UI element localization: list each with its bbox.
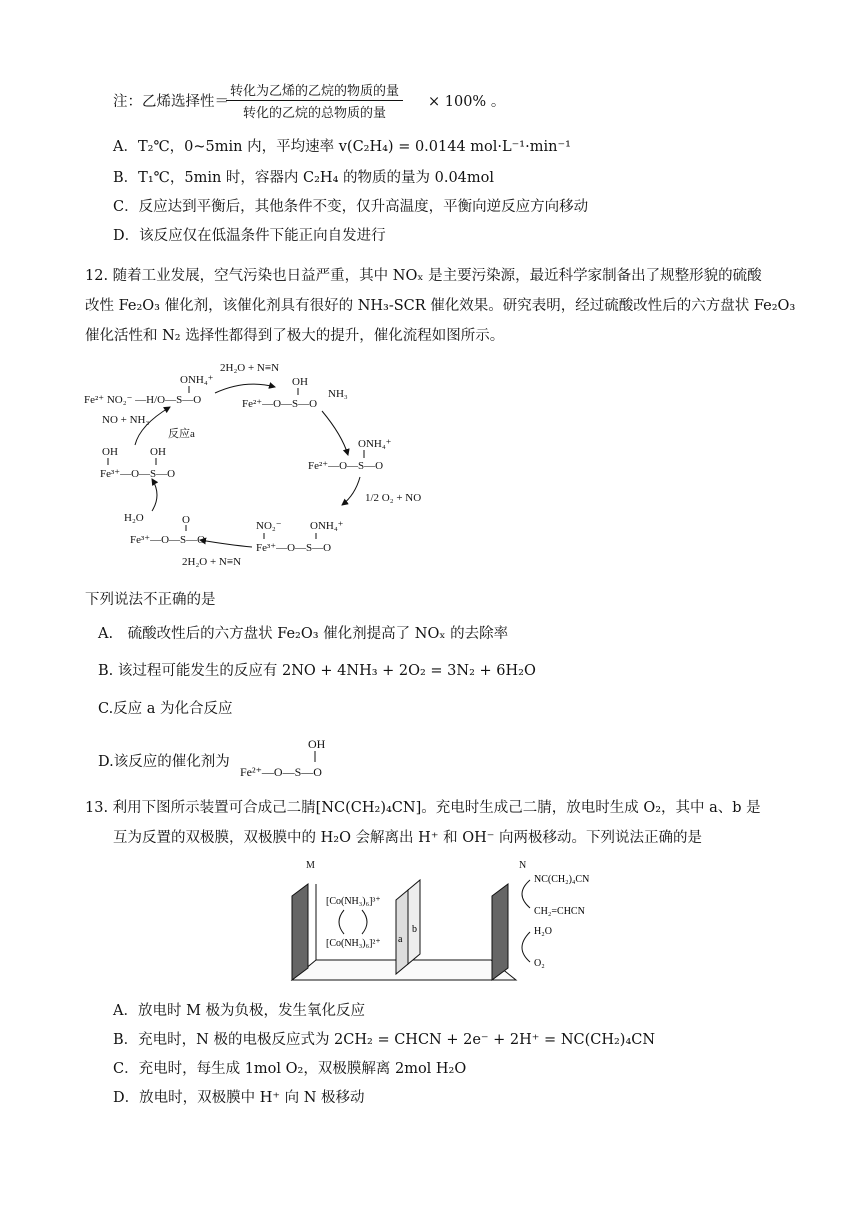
- note-suffix: × 100% 。: [428, 94, 506, 110]
- q13-label-b: b: [412, 924, 417, 935]
- q13-adiponitrile: NC(CH₂)₄CN: [534, 874, 590, 885]
- q13-co3: [Co(NH₃)₆]³⁺: [326, 896, 381, 907]
- q12-option-d-structure: [236, 734, 366, 784]
- q13-oxygen: O₂: [534, 958, 545, 969]
- q13-electrode-n: [492, 884, 508, 980]
- q11-option-c: C．反应达到平衡后，其他条件不变，仅升高温度，平衡向逆反应方向移动: [113, 199, 589, 215]
- q12-top-right-oh: OH: [292, 376, 308, 388]
- q12-reaction-a: 反应a: [168, 428, 195, 440]
- q12-arrow-top: [215, 384, 275, 393]
- q12-arrow-right-mid: [342, 477, 360, 505]
- q12-option-d-formula: Fe²⁺—O—S—O: [240, 765, 322, 779]
- note-numerator: 转化为乙烯的乙烷的物质的量: [226, 80, 403, 101]
- q13-option-d: D．放电时，双极膜中 H⁺ 向 N 极移动: [113, 1090, 365, 1106]
- q13-cycle-arrow-left: [339, 910, 344, 934]
- q13-option-a: A．放电时 M 极为负极，发生氧化反应: [113, 1003, 366, 1019]
- q12-top-product: 2H₂O + N≡N: [220, 362, 280, 374]
- q12-option-d: D.该反应的催化剂为: [98, 754, 230, 770]
- q13-arrow-discharge: [522, 932, 530, 962]
- q12-top-left-onh4: ONH₄⁺: [180, 374, 214, 386]
- q12-bottom-left-water: H₂O: [124, 512, 144, 524]
- q12-right-mid: Fe²⁺—O—S—O: [308, 460, 384, 472]
- q12-arrow-left-top: [135, 407, 170, 445]
- q13-stem-line2: 互为反置的双极膜，双极膜中的 H₂O 会解离出 H⁺ 和 OH⁻ 向两极移动。下列说法正确的是: [113, 830, 702, 846]
- q12-top-right-nh3: NH₃: [328, 388, 348, 400]
- q13-acrylonitrile: CH₂=CHCN: [534, 906, 585, 917]
- q12-option-c: C.反应 a 为化合反应: [98, 701, 233, 717]
- q12-arrow-bottom: [200, 540, 252, 547]
- q12-top-right: Fe²⁺—O—S—O: [242, 398, 318, 410]
- q12-arrow-left-up: [152, 479, 157, 511]
- q13-device-diagram: [286, 856, 626, 984]
- q12-option-d-oh: OH: [308, 737, 326, 751]
- q12-cycle-diagram: [80, 355, 460, 575]
- q12-left-mid-oh2: OH: [150, 446, 166, 458]
- q13-water: H₂O: [534, 926, 552, 937]
- q13-arrow-charge: [522, 880, 530, 908]
- q12-bottom-right: Fe³⁺—O—S—O: [256, 542, 332, 554]
- q12-bottom-product: 2H₂O + N≡N: [182, 556, 242, 568]
- q13-option-c: C．充电时，每生成 1mol O₂，双极膜解离 2mol H₂O: [113, 1061, 467, 1077]
- q12-bottom-right-no2: NO₂⁻: [256, 520, 282, 532]
- q12-option-a: A. 硫酸改性后的六方盘状 Fe₂O₃ 催化剂提高了 NOₓ 的去除率: [98, 626, 509, 642]
- q11-option-a: A．T₂℃，0~5min 内，平均速率 v(C₂H₄) = 0.0144 mol·L⁻¹·min⁻¹: [113, 139, 571, 155]
- q12-bottom-right-onh4: ONH₄⁺: [310, 520, 344, 532]
- q13-label-a: a: [398, 934, 403, 945]
- q13-cycle-arrow-right: [362, 910, 367, 934]
- q12-question: 下列说法不正确的是: [85, 592, 216, 608]
- note-fraction: [226, 80, 403, 121]
- q13-co2: [Co(NH₃)₆]²⁺: [326, 938, 381, 949]
- q13-option-b: B．充电时，N 极的电极反应式为 2CH₂ = CHCN + 2e⁻ + 2H⁺ = NC(CH₂)₄CN: [113, 1032, 656, 1048]
- q11-option-d: D．该反应仅在低温条件下能正向自发进行: [113, 228, 386, 244]
- q12-left-reagent: NO + NH₃: [102, 414, 150, 426]
- q13-membrane-a: [396, 890, 408, 974]
- q12-left-mid: Fe³⁺—O—S—O: [100, 468, 176, 480]
- q12-stem-line3: 催化活性和 N₂ 选择性都得到了极大的提升，催化流程如图所示。: [85, 328, 505, 344]
- q13-membrane-b: [408, 880, 420, 964]
- q12-stem-line1: 12. 随着工业发展，空气污染也日益严重，其中 NOₓ 是主要污染源，最近科学家制备出了规整形貌的硫酸: [85, 268, 762, 284]
- q12-right-reagent: 1/2 O₂ + NO: [365, 492, 422, 504]
- q12-top-left: Fe²⁺ NO₂⁻ —H/O—S—O: [84, 394, 202, 406]
- q12-arrow-right-down: [322, 411, 348, 455]
- q13-stem-line1: 13. 利用下图所示装置可合成己二腈[NC(CH₂)₄CN]。充电时生成己二腈，放电时生成 O₂，其中 a、b 是: [85, 800, 761, 816]
- q12-right-mid-onh4: ONH₄⁺: [358, 438, 392, 450]
- q13-label-m: M: [306, 860, 315, 871]
- note-label: 注：乙烯选择性＝: [113, 94, 229, 110]
- q11-option-b: B．T₁℃，5min 时，容器内 C₂H₄ 的物质的量为 0.04mol: [113, 170, 495, 186]
- q12-stem-line2: 改性 Fe₂O₃ 催化剂，该催化剂具有很好的 NH₃-SCR 催化效果。研究表明，经过硫酸改性后的六方盘状 Fe₂O₃: [85, 298, 796, 314]
- q13-electrode-m: [292, 884, 308, 980]
- note-denominator: 转化的乙烷的总物质的量: [243, 106, 387, 121]
- q12-left-mid-oh1: OH: [102, 446, 118, 458]
- q13-label-n: N: [519, 860, 527, 871]
- q12-option-b: B. 该过程可能发生的反应有 2NO + 4NH₃ + 2O₂ = 3N₂ + 6H₂O: [98, 663, 536, 679]
- q12-dbl-o: O: [182, 514, 190, 526]
- q12-bottom-left: Fe³⁺—O—S—O: [130, 534, 206, 546]
